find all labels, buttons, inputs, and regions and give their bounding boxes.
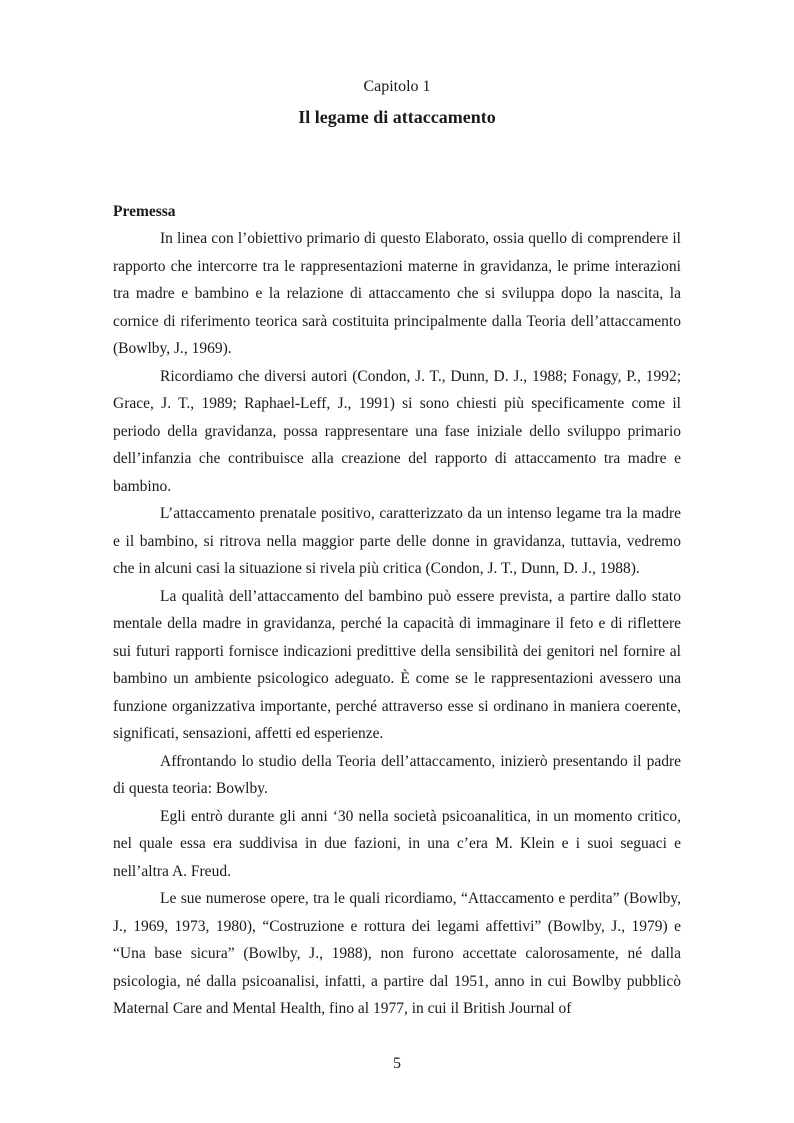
paragraph: In linea con l’obiettivo primario di questo Elaborato, ossia quello di comprendere il rapporto che intercorre tra le rappresentazioni materne in gravidanza, le prime interazioni tra madre e bambino e la relazione di attaccamento che si sviluppa dopo la nascita, la cornice di riferimento teorica sarà costituita principalmente dalla Teoria dell’attaccamento (Bowlby, J., 1969). <box>113 230 681 357</box>
paragraph: Ricordiamo che diversi autori (Condon, J. T., Dunn, D. J., 1988; Fonagy, P., 1992; Grace, J. T., 1989; Raphael-Leff, J., 1991) si sono chiesti più specificamente come il periodo della gravidanza, possa rappresentare una fase iniziale dello sviluppo primario dell’infanzia che contribuisce alla creazione del rapporto di attaccamento tra madre e bambino. <box>113 367 681 495</box>
paragraph: L’attaccamento prenatale positivo, caratterizzato da un intenso legame tra la madre e il bambino, si ritrova nella maggior parte delle donne in gravidanza, tuttavia, vedremo che in alcuni casi la situazione si rivela più critica (Condon, J. T., Dunn, D. J., 1988). <box>113 505 681 577</box>
page-number: 5 <box>393 1055 401 1072</box>
paragraph: Affrontando lo studio della Teoria dell’attaccamento, inizierò presentando il padre di questa teoria: Bowlby. <box>113 752 681 797</box>
section-heading: Premessa <box>113 203 176 220</box>
paragraph: La qualità dell’attaccamento del bambino può essere prevista, a partire dallo stato mentale della madre in gravidanza, perché la capacità di immaginare il feto e di riflettere sui futuri rapporti fornisce indicazioni predittive della sensibilità dei genitori nel fornire al bambino un ambiente psicologico adeguato. È come se le rappresentazioni avessero una funzione organizzativa importante, perché attraverso esse si ordinano in maniera coerente, significati, sensazioni, affetti ed esperienze. <box>113 587 681 742</box>
chapter-label: Capitolo 1 <box>363 78 431 95</box>
body-text <box>113 199 681 1023</box>
paragraph: Egli entrò durante gli anni ‘30 nella società psicoanalitica, in un momento critico, nel quale essa era suddivisa in due fazioni, in una c’era M. Klein e i suoi seguaci e nell’altra A. Freud. <box>113 807 681 880</box>
paragraph: Le sue numerose opere, tra le quali ricordiamo, “Attaccamento e perdita” (Bowlby, J., 1969, 1973, 1980), “Costruzione e rottura dei legami affettivi” (Bowlby, J., 1979) e “Una base sicura” (Bowlby, J., 1988), non furono accettate calorosamente, né dalla psicologia, né dalla psicoanalisi, infatti, a partire dal 1951, anno in cui Bowlby pubblicò Maternal Care and Mental Health, fino al 1977, in cui il British Journal of <box>113 890 681 1017</box>
chapter-title: Il legame di attaccamento <box>298 107 496 127</box>
